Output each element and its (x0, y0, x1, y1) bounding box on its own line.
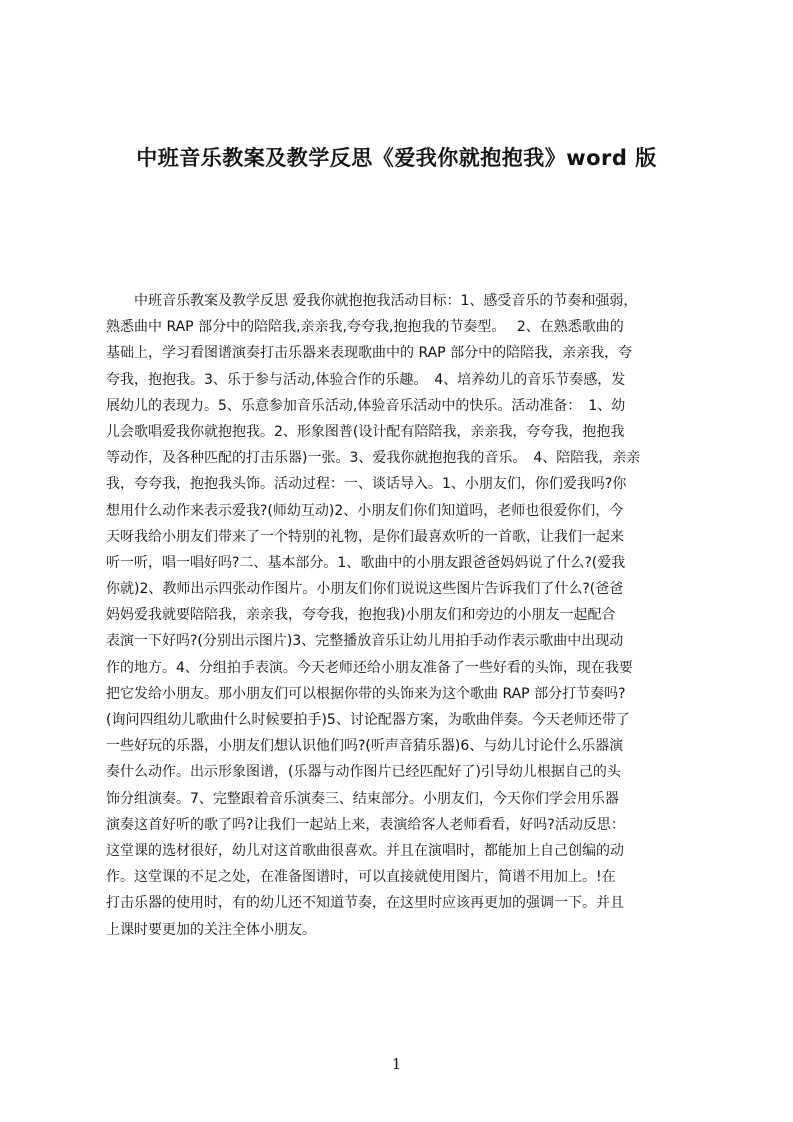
document-body (106, 288, 697, 968)
body-text-line: 我，夸夸我，抱抱我头饰。活动过程：一、谈话导入。1、小朋友们，你们爱我吗?你 (106, 476, 627, 493)
body-text-line: 作的地方。4、分组拍手表演。今天老师还给小朋友准备了一些好看的头饰，现在我要 (106, 659, 633, 676)
body-text-line: (询问四组幼儿歌曲什么时候要拍手)5、讨论配器方案，为歌曲伴奏。今天老师还带了 (106, 712, 630, 728)
body-text-line: 表演一下好吗?(分别出示图片)3、完整播放音乐让幼儿用拍手动作表示歌曲中出现动 (106, 633, 624, 650)
body-text-line: 展幼儿的表现力。5、乐意参加音乐活动,体验音乐活动中的快乐。活动准备： 1、幼 (106, 397, 626, 414)
body-text-line: 想用什么动作来表示爱我?(师幼互动)2、小朋友们你们知道吗，老师也很爱你们，今 (106, 502, 624, 519)
page-number: 1 (391, 1055, 402, 1073)
body-text-line: 上课时要更加的关注全体小朋友。 (106, 921, 316, 938)
body-text-line: 你就)2、教师出示四张动作图片。小朋友们你们说说这些图片告诉我们了什么?(爸爸 (106, 581, 624, 598)
body-text-line: 中班音乐教案及教学反思 爱我你就抱抱我活动目标：1、感受音乐的节奏和强弱， (106, 293, 638, 309)
document-title: 中班音乐教案及教学反思《爱我你就抱抱我》word 版 (136, 146, 657, 170)
body-text-line: 听一听，唱一唱好吗?二、基本部分。1、歌曲中的小朋友跟爸爸妈妈说了什么?(爱我 (106, 554, 626, 571)
body-text-line: 打击乐器的使用时，有的幼儿还不知道节奏，在这里时应该再更加的强调一下。并且 (106, 895, 624, 912)
body-text-line: 夸我，抱抱我。3、乐于参与活动,体验合作的乐趣。 4、培养幼儿的音乐节奏感，发 (106, 371, 626, 388)
body-text-line: 儿会歌唱爱我你就抱抱我。2、形象图普(设计配有陪陪我，亲亲我，夸夸我，抱抱我 (106, 423, 625, 440)
body-text-line: 奏什么动作。出示形象图谱，(乐器与动作图片已经匹配好了)引导幼儿根据自己的头 (106, 764, 621, 781)
body-text-line: 演奏这首好听的歌了吗?让我们一起站上来，表演给客人老师看看，好吗?活动反思： (106, 816, 625, 833)
body-text-line: 这堂课的选材很好，幼儿对这首歌曲很喜欢。并且在演唱时，都能加上自己创编的动 (106, 842, 624, 859)
body-text-line: 作。这堂课的不足之处，在准备图谱时，可以直接就使用图片，简谱不用加上。!在 (106, 869, 616, 886)
body-text-line: 等动作，及各种匹配的打击乐器)一张。3、爱我你就抱抱我的音乐。 4、陪陪我，亲亲 (106, 450, 641, 467)
body-text-line: 把它发给小朋友。那小朋友们可以根据你带的头饰来为这个歌曲 RAP 部分打节奏吗? (106, 685, 626, 702)
body-text-line: 一些好玩的乐器，小朋友们想认识他们吗?(听声音猜乐器)6、与幼儿讨论什么乐器演 (106, 738, 624, 755)
body-text-line: 基础上，学习看图谱演奏打击乐器来表现歌曲中的 RAP 部分中的陪陪我，亲亲我，夸 (106, 345, 633, 362)
body-text-line: 天呀我给小朋友们带来了一个特别的礼物，是你们最喜欢听的一首歌，让我们一起来 (106, 528, 624, 545)
body-text-line: 饰分组演奏。7、完整跟着音乐演奏三、结束部分。小朋友们，今天你们学会用乐器 (106, 790, 619, 807)
body-text-line: 妈妈爱我就要陪陪我，亲亲我，夸夸我，抱抱我)小朋友们和旁边的小朋友一起配合 (106, 607, 616, 624)
body-text-line: 熟悉曲中 RAP 部分中的陪陪我,亲亲我,夸夸我,抱抱我的节奏型。 2、在熟悉歌曲的 (106, 319, 624, 336)
